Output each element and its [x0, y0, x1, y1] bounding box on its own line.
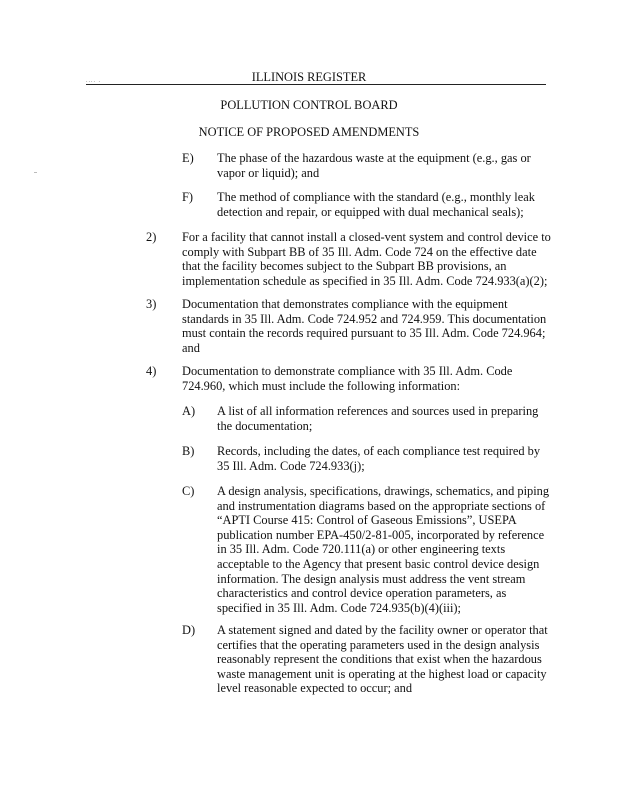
item-label: 4)	[146, 364, 157, 378]
item-text-line: Documentation to demonstrate compliance with 35 Ill. Adm. Code	[182, 364, 513, 378]
item-text-line: vapor or liquid); and	[217, 165, 320, 180]
item-text-line: detection and repair, or equipped with dual mechanical seals);	[217, 204, 524, 219]
item-text-line: The method of compliance with the standard (e.g., monthly leak	[217, 190, 535, 204]
item-label: A)	[182, 404, 196, 418]
item-label: C)	[182, 484, 195, 498]
item-text-line: characteristics and control device operation parameters, as	[217, 586, 507, 601]
item-text-line: and instrumentation diagrams based on the appropriate sections of	[217, 498, 546, 513]
item-label: B)	[182, 444, 195, 458]
item-text-line: For a facility that cannot install a closed-vent system and control device to	[182, 230, 551, 244]
item-text-line: and	[182, 340, 200, 355]
item-text-line: waste management unit is operating at the highest load or capacity	[217, 666, 547, 681]
item-text-line: that the facility becomes subject to the Subpart BB provisions, an	[182, 259, 507, 274]
item-text-line: A statement signed and dated by the facility owner or operator that	[217, 623, 548, 637]
register-title: ILLINOIS REGISTER	[251, 70, 367, 84]
item-label: F)	[182, 190, 194, 204]
item-label: 3)	[146, 297, 157, 311]
item-text-line: A list of all information references and sources used in preparing	[217, 404, 539, 418]
item-text-line: the documentation;	[217, 418, 313, 433]
item-text-line: specified in 35 Ill. Adm. Code 724.935(b)(4)(iii);	[217, 600, 461, 615]
item-text-line: information. The design analysis must address the vent stream	[217, 571, 526, 586]
item-text-line: level reasonable expected to occur; and	[217, 681, 413, 696]
margin-mark	[34, 172, 37, 173]
header-rule	[86, 84, 546, 85]
item-text-line: standards in 35 Ill. Adm. Code 724.952 and 724.959. This documentation	[182, 311, 547, 326]
item-text-line: comply with Subpart BB of 35 Ill. Adm. Code 724 on the effective date	[182, 244, 537, 259]
item-text-line: must contain the records required pursuant to 35 Ill. Adm. Code 724.964;	[182, 326, 546, 341]
item-text-line: A design analysis, specifications, drawings, schematics, and piping	[217, 484, 550, 498]
header-mark: .... .	[86, 78, 101, 84]
item-text-line: “APTI Course 415: Control of Gaseous Emissions”, USEPA	[217, 513, 517, 528]
notice-title: NOTICE OF PROPOSED AMENDMENTS	[198, 125, 420, 139]
item-label: D)	[182, 623, 196, 637]
item-text-line: implementation schedule as specified in 35 Ill. Adm. Code 724.933(a)(2);	[182, 273, 548, 288]
item-label: 2)	[146, 230, 157, 244]
item-text-line: Documentation that demonstrates compliance with the equipment	[182, 297, 508, 311]
item-text-line: reasonably represent the conditions that exist when the hazardous	[217, 652, 542, 667]
item-text-line: 724.960, which must include the following information:	[182, 378, 461, 393]
item-text-line: 35 Ill. Adm. Code 724.933(j);	[217, 458, 365, 473]
item-label: E)	[182, 151, 194, 165]
item-text-line: publication number EPA-450/2-81-005, incorporated by reference	[217, 527, 545, 542]
item-text-line: The phase of the hazardous waste at the equipment (e.g., gas or	[217, 151, 531, 165]
item-text-line: acceptable to the Agency that present basic control device design	[217, 556, 540, 571]
board-title: POLLUTION CONTROL BOARD	[220, 98, 398, 112]
item-text-line: in 35 Ill. Adm. Code 720.111(a) or other engineering texts	[217, 542, 506, 557]
item-text-line: certifies that the operating parameters used in the design analysis	[217, 637, 540, 652]
item-text-line: Records, including the dates, of each compliance test required by	[217, 444, 541, 458]
